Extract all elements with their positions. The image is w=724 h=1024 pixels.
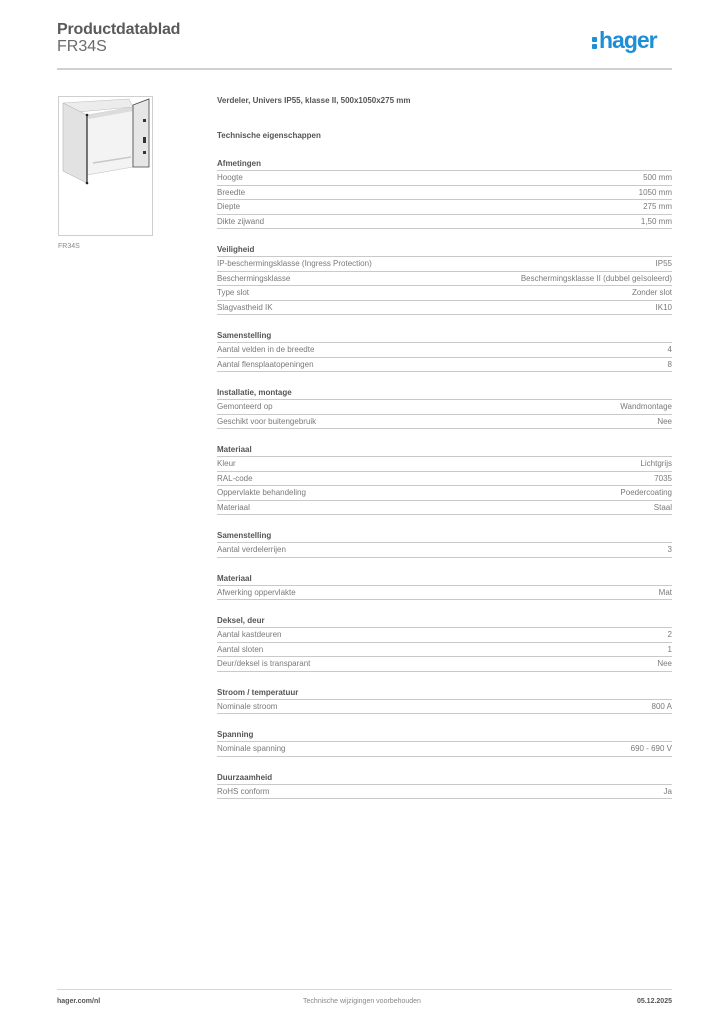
spec-value: 500 mm <box>643 173 672 182</box>
section-title: Samenstelling <box>217 330 672 343</box>
spec-label: Nominale stroom <box>217 701 278 711</box>
spec-section <box>217 573 672 601</box>
spec-row <box>217 171 672 186</box>
spec-label: Dikte zijwand <box>217 216 265 226</box>
section-title: Deksel, deur <box>217 615 672 628</box>
spec-row <box>217 643 672 658</box>
spec-value: Nee <box>657 659 672 668</box>
spec-value: Wandmontage <box>620 402 672 411</box>
spec-row <box>217 257 672 272</box>
spec-value: 1 <box>667 644 672 654</box>
spec-row <box>217 215 672 230</box>
spec-row <box>217 628 672 643</box>
spec-label: IP-beschermingsklasse (Ingress Protection) <box>217 259 372 268</box>
spec-value: 275 mm <box>643 202 672 211</box>
spec-label: RoHS conform <box>217 786 270 796</box>
spec-label: Oppervlakte behandeling <box>217 488 306 497</box>
spec-label: Aantal sloten <box>217 644 264 654</box>
spec-label: Deur/deksel is transparant <box>217 659 311 668</box>
spec-row <box>217 501 672 516</box>
product-description: Verdeler, Univers IP55, klasse II, 500x1050x275 mm <box>217 96 411 105</box>
spec-value: 8 <box>667 359 672 369</box>
spec-row <box>217 457 672 472</box>
spec-value: IK10 <box>655 302 672 312</box>
spec-row <box>217 700 672 715</box>
spec-label: Diepte <box>217 202 241 211</box>
spec-label: Aantal kastdeuren <box>217 630 282 639</box>
spec-section <box>217 158 672 229</box>
spec-section <box>217 729 672 757</box>
spec-label: RAL-code <box>217 473 253 483</box>
spec-section <box>217 330 672 372</box>
section-title: Spanning <box>217 729 672 742</box>
spec-row <box>217 286 672 301</box>
spec-value: 800 A <box>651 701 672 711</box>
section-title: Samenstelling <box>217 530 672 543</box>
spec-label: Aantal verdelerrijen <box>217 545 286 554</box>
spec-label: Nominale spanning <box>217 744 286 753</box>
section-title: Installatie, montage <box>217 387 672 400</box>
page-title: Productdatablad <box>57 21 181 38</box>
spec-section <box>217 530 672 558</box>
product-code: FR34S <box>57 38 107 55</box>
spec-row <box>217 415 672 430</box>
spec-row <box>217 358 672 373</box>
section-title: Afmetingen <box>217 158 672 171</box>
spec-row <box>217 301 672 316</box>
spec-row <box>217 272 672 287</box>
spec-label: Gemonteerd op <box>217 402 273 411</box>
spec-value: Zonder slot <box>631 288 672 297</box>
spec-value: 1,50 mm <box>640 216 672 226</box>
spec-value: 7035 <box>654 473 672 483</box>
section-title: Stroom / temperatuur <box>217 687 672 700</box>
spec-sections <box>217 158 672 799</box>
product-image <box>58 96 153 236</box>
spec-value: IP55 <box>655 259 672 268</box>
spec-value: 2 <box>667 630 672 639</box>
spec-value: 690 - 690 V <box>630 744 672 753</box>
hager-logo <box>592 27 657 54</box>
spec-row <box>217 186 672 201</box>
spec-value: Poedercoating <box>620 488 672 497</box>
enclosure-illustration-icon <box>59 97 152 235</box>
spec-row <box>217 785 672 800</box>
spec-row <box>217 657 672 672</box>
footer-date: 05.12.2025 <box>636 998 672 1005</box>
logo-text: hager <box>599 27 657 53</box>
spec-row <box>217 472 672 487</box>
spec-label: Aantal flensplaatopeningen <box>217 359 314 369</box>
spec-label: Hoogte <box>217 173 243 182</box>
spec-value: Beschermingsklasse II (dubbel geïsoleerd) <box>520 273 672 283</box>
image-caption: FR34S <box>58 243 80 250</box>
spec-section <box>217 772 672 800</box>
spec-label: Slagvastheid IK <box>217 302 273 312</box>
product-specs <box>217 96 672 799</box>
spec-row <box>217 343 672 358</box>
spec-section <box>217 615 672 672</box>
spec-section <box>217 444 672 515</box>
spec-label: Breedte <box>217 187 246 197</box>
spec-value: 4 <box>667 345 672 354</box>
spec-value: Nee <box>657 416 672 426</box>
spec-value: Lichtgrijs <box>640 459 672 468</box>
technical-heading: Technische eigenschappen <box>217 131 321 140</box>
logo-colon-icon <box>592 34 597 48</box>
spec-value: 3 <box>667 545 672 554</box>
spec-section <box>217 687 672 715</box>
section-title: Materiaal <box>217 573 672 586</box>
spec-row <box>217 486 672 501</box>
section-title: Materiaal <box>217 444 672 457</box>
header-divider <box>57 68 672 70</box>
spec-value: Mat <box>658 587 672 597</box>
spec-label: Afwerking oppervlakte <box>217 587 296 597</box>
spec-row <box>217 543 672 558</box>
spec-label: Aantal velden in de breedte <box>217 345 315 354</box>
footer-disclaimer: Technische wijzigingen voorbehouden <box>303 998 421 1005</box>
spec-label: Type slot <box>217 288 250 297</box>
spec-section <box>217 244 672 315</box>
footer-website-link[interactable]: hager.com/nl <box>57 998 101 1005</box>
section-title: Veiligheid <box>217 244 672 257</box>
spec-value: 1050 mm <box>638 187 672 197</box>
spec-value: Ja <box>663 786 672 796</box>
spec-section <box>217 387 672 429</box>
spec-label: Kleur <box>217 459 236 468</box>
spec-value: Staal <box>653 502 672 512</box>
spec-row <box>217 586 672 601</box>
section-title: Duurzaamheid <box>217 772 672 785</box>
spec-row <box>217 742 672 757</box>
spec-row <box>217 200 672 215</box>
spec-label: Materiaal <box>217 502 250 512</box>
spec-row <box>217 400 672 415</box>
spec-label: Geschikt voor buitengebruik <box>217 416 317 426</box>
footer-divider <box>57 989 672 990</box>
spec-label: Beschermingsklasse <box>217 273 291 283</box>
